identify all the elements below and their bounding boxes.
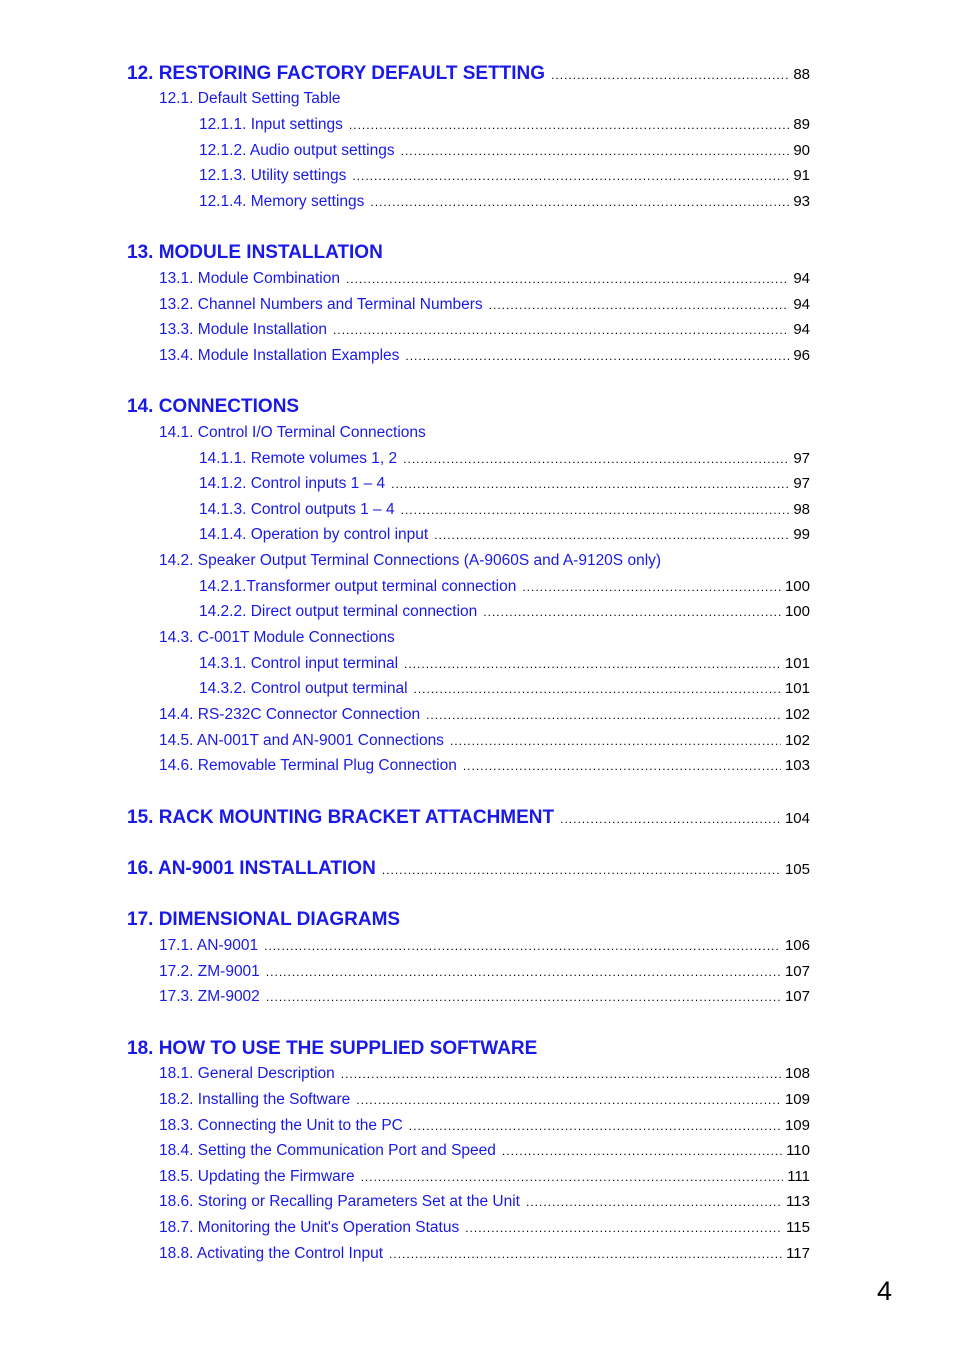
toc-entry-page: 100	[784, 578, 810, 595]
dot-leader	[409, 1119, 781, 1133]
toc-entry-page: 91	[793, 167, 810, 184]
toc-entry-label: 13.1. Module Combination	[159, 270, 340, 287]
toc-entry[interactable]	[159, 629, 810, 647]
toc-entry-page: 117	[786, 1245, 810, 1262]
toc-entry[interactable]	[199, 603, 810, 621]
dot-leader	[405, 349, 789, 363]
toc-entry-label: 14.6. Removable Terminal Plug Connection	[159, 757, 457, 774]
dot-leader	[264, 939, 781, 953]
dot-leader	[522, 580, 781, 594]
toc-entry-label: 14.1.4. Operation by control input	[199, 526, 429, 543]
toc-entry[interactable]	[159, 347, 810, 365]
dot-leader	[341, 1067, 781, 1081]
toc-entry-label: 14.2. Speaker Output Terminal Connections (A-9060S and A-9120S only)	[159, 552, 662, 569]
dot-leader	[483, 605, 781, 619]
toc-entry-page: 89	[793, 116, 810, 133]
toc-entry-page: 108	[784, 1065, 810, 1082]
toc-entry-label: 18.2. Installing the Software	[159, 1091, 351, 1108]
toc-entry-label: 14.2.1.Transformer output terminal connection	[199, 578, 517, 595]
toc-entry-label: 14.3. C-001T Module Connections	[159, 629, 395, 646]
dot-leader	[333, 323, 789, 337]
dot-leader	[414, 682, 781, 696]
toc-entry-page: 106	[784, 937, 810, 954]
dot-leader	[361, 1170, 784, 1184]
toc-entry-label: 14.1. Control I/O Terminal Connections	[159, 424, 426, 441]
toc-entry-page: 94	[793, 270, 810, 287]
toc-entry[interactable]	[159, 1193, 810, 1211]
toc-entry[interactable]	[199, 655, 810, 673]
toc-entry-page: 103	[784, 757, 810, 774]
toc-entry-label: 12.1.1. Input settings	[199, 116, 343, 133]
toc-entry-label: 12.1.3. Utility settings	[199, 167, 347, 184]
toc-entry[interactable]	[159, 732, 810, 750]
toc-entry-page: 101	[784, 655, 810, 672]
toc-entry-label: 18.3. Connecting the Unit to the PC	[159, 1117, 403, 1134]
toc-entry-page: 113	[786, 1193, 810, 1210]
dot-leader	[426, 708, 781, 722]
dot-leader	[401, 144, 790, 158]
toc-entry-label: 17.1. AN-9001	[159, 937, 259, 954]
dot-leader	[389, 1247, 782, 1261]
toc-entry[interactable]	[159, 937, 810, 955]
toc-entry[interactable]	[199, 680, 810, 698]
toc-entry-label: 18. HOW TO USE THE SUPPLIED SOFTWARE	[127, 1038, 538, 1059]
toc-entry-label: 12. RESTORING FACTORY DEFAULT SETTING	[127, 63, 546, 84]
dot-leader	[370, 195, 789, 209]
toc-entry[interactable]	[199, 142, 810, 160]
toc-entry[interactable]	[199, 526, 810, 544]
toc-entry-label: 14.5. AN-001T and AN-9001 Connections	[159, 732, 444, 749]
dot-leader	[266, 990, 781, 1004]
dot-leader	[356, 1093, 781, 1107]
toc-entry-page: 111	[787, 1168, 810, 1185]
toc-entry[interactable]	[159, 963, 810, 981]
toc-entry[interactable]	[159, 90, 810, 108]
toc-entry-page: 105	[784, 861, 810, 878]
toc-entry-label: 13. MODULE INSTALLATION	[127, 242, 383, 263]
toc-entry-label: 14.3.2. Control output terminal	[199, 680, 408, 697]
toc-entry[interactable]	[159, 424, 810, 442]
toc-entry-label: 14.3.1. Control input terminal	[199, 655, 399, 672]
toc-entry[interactable]	[159, 1065, 810, 1083]
toc-entry-page: 98	[793, 501, 810, 518]
toc-entry[interactable]	[127, 63, 810, 85]
page-number: 4	[877, 1276, 893, 1306]
toc-entry-page: 96	[793, 347, 810, 364]
toc-entry-label: 15. RACK MOUNTING BRACKET ATTACHMENT	[127, 807, 555, 828]
toc-entry-label: 18.1. General Description	[159, 1065, 335, 1082]
dot-leader	[349, 118, 789, 132]
dot-leader	[450, 734, 781, 748]
toc-entry[interactable]	[159, 988, 810, 1006]
toc-entry-page: 93	[793, 193, 810, 210]
toc-entry[interactable]	[159, 757, 810, 775]
toc-entry[interactable]	[159, 1245, 810, 1263]
toc-entry[interactable]	[199, 475, 810, 493]
toc-entry-page: 97	[793, 475, 810, 492]
toc-entry-page: 101	[784, 680, 810, 697]
toc-entry[interactable]	[159, 270, 810, 288]
toc-entry-label: 14.1.1. Remote volumes 1, 2	[199, 450, 398, 467]
toc-entry-page: 104	[784, 810, 810, 827]
toc-entry-label: 14. CONNECTIONS	[127, 396, 300, 417]
toc-entry-label: 13.4. Module Installation Examples	[159, 347, 400, 364]
toc-entry-label: 18.7. Monitoring the Unit's Operation Status	[159, 1219, 460, 1236]
toc-entry-page: 102	[784, 706, 810, 723]
dot-leader	[352, 169, 789, 183]
toc-entry[interactable]	[199, 450, 810, 468]
toc-entry[interactable]	[159, 552, 810, 570]
toc-entry-page: 90	[793, 142, 810, 159]
toc-entry-label: 18.6. Storing or Recalling Parameters Set at the Unit	[159, 1193, 520, 1210]
toc-entry[interactable]	[159, 296, 810, 314]
toc-entry[interactable]	[199, 578, 810, 596]
toc-entry-label: 17. DIMENSIONAL DIAGRAMS	[127, 909, 401, 930]
toc-entry[interactable]	[127, 242, 810, 264]
dot-leader	[403, 452, 789, 466]
toc-entry-page: 107	[784, 988, 810, 1005]
toc-entry-label: 18.4. Setting the Communication Port and Speed	[159, 1142, 496, 1159]
toc-entry-label: 14.1.2. Control inputs 1 – 4	[199, 475, 386, 492]
toc-entry-page: 109	[784, 1117, 810, 1134]
toc-entry-page: 100	[784, 603, 810, 620]
dot-leader	[401, 503, 790, 517]
toc-entry-page: 107	[784, 963, 810, 980]
dot-leader	[465, 1221, 782, 1235]
toc-entry-page: 110	[786, 1142, 810, 1159]
toc-entry-label: 16. AN-9001 INSTALLATION	[127, 858, 376, 879]
dot-leader	[463, 759, 781, 773]
dot-leader	[266, 965, 781, 979]
toc-entry-page: 88	[793, 66, 810, 83]
dot-leader	[560, 812, 781, 826]
toc-entry[interactable]	[159, 1219, 810, 1237]
toc-entry-page: 115	[786, 1219, 810, 1236]
toc-entry-label: 12.1. Default Setting Table	[159, 90, 341, 107]
toc-entry-label: 18.8. Activating the Control Input	[159, 1245, 384, 1262]
toc-entry-label: 17.3. ZM-9002	[159, 988, 260, 1005]
toc-entry[interactable]	[159, 321, 810, 339]
toc-entry[interactable]	[199, 501, 810, 519]
dot-leader	[434, 528, 789, 542]
toc-entry[interactable]	[127, 396, 810, 418]
toc-entry[interactable]	[199, 193, 810, 211]
dot-leader	[382, 863, 781, 877]
toc-entry[interactable]	[159, 1168, 810, 1186]
toc-entry[interactable]	[199, 116, 810, 134]
toc-entry-label: 14.4. RS-232C Connector Connection	[159, 706, 421, 723]
toc-entry-page: 97	[793, 450, 810, 467]
dot-leader	[551, 68, 789, 82]
toc-entry-page: 102	[784, 732, 810, 749]
dot-leader	[346, 272, 789, 286]
toc-entry[interactable]	[159, 1142, 810, 1160]
toc-entry[interactable]	[159, 1091, 810, 1109]
toc-entry[interactable]	[127, 1038, 810, 1060]
toc-entry-label: 12.1.4. Memory settings	[199, 193, 365, 210]
toc-entry[interactable]	[159, 1117, 810, 1135]
toc-entry[interactable]	[127, 807, 810, 829]
toc-entry-label: 13.3. Module Installation	[159, 321, 328, 338]
dot-leader	[526, 1195, 782, 1209]
toc-entry[interactable]	[159, 706, 810, 724]
toc-entry-page: 94	[793, 321, 810, 338]
toc-entry[interactable]	[127, 909, 810, 931]
toc-entry-label: 14.1.3. Control outputs 1 – 4	[199, 501, 395, 518]
toc-entry-label: 18.5. Updating the Firmware	[159, 1168, 355, 1185]
toc-entry-page: 94	[793, 296, 810, 313]
toc-entry-page: 99	[793, 526, 810, 543]
toc-entry[interactable]	[199, 167, 810, 185]
toc-entry-label: 13.2. Channel Numbers and Terminal Numbers	[159, 296, 483, 313]
dot-leader	[489, 298, 790, 312]
toc-entry-label: 12.1.2. Audio output settings	[199, 142, 395, 159]
toc-entry-label: 17.2. ZM-9001	[159, 963, 260, 980]
dot-leader	[404, 657, 781, 671]
toc-entry[interactable]	[127, 858, 810, 880]
dot-leader	[391, 477, 789, 491]
toc-entry-label: 14.2.2. Direct output terminal connection	[199, 603, 478, 620]
toc-entry-page: 109	[784, 1091, 810, 1108]
dot-leader	[502, 1144, 782, 1158]
